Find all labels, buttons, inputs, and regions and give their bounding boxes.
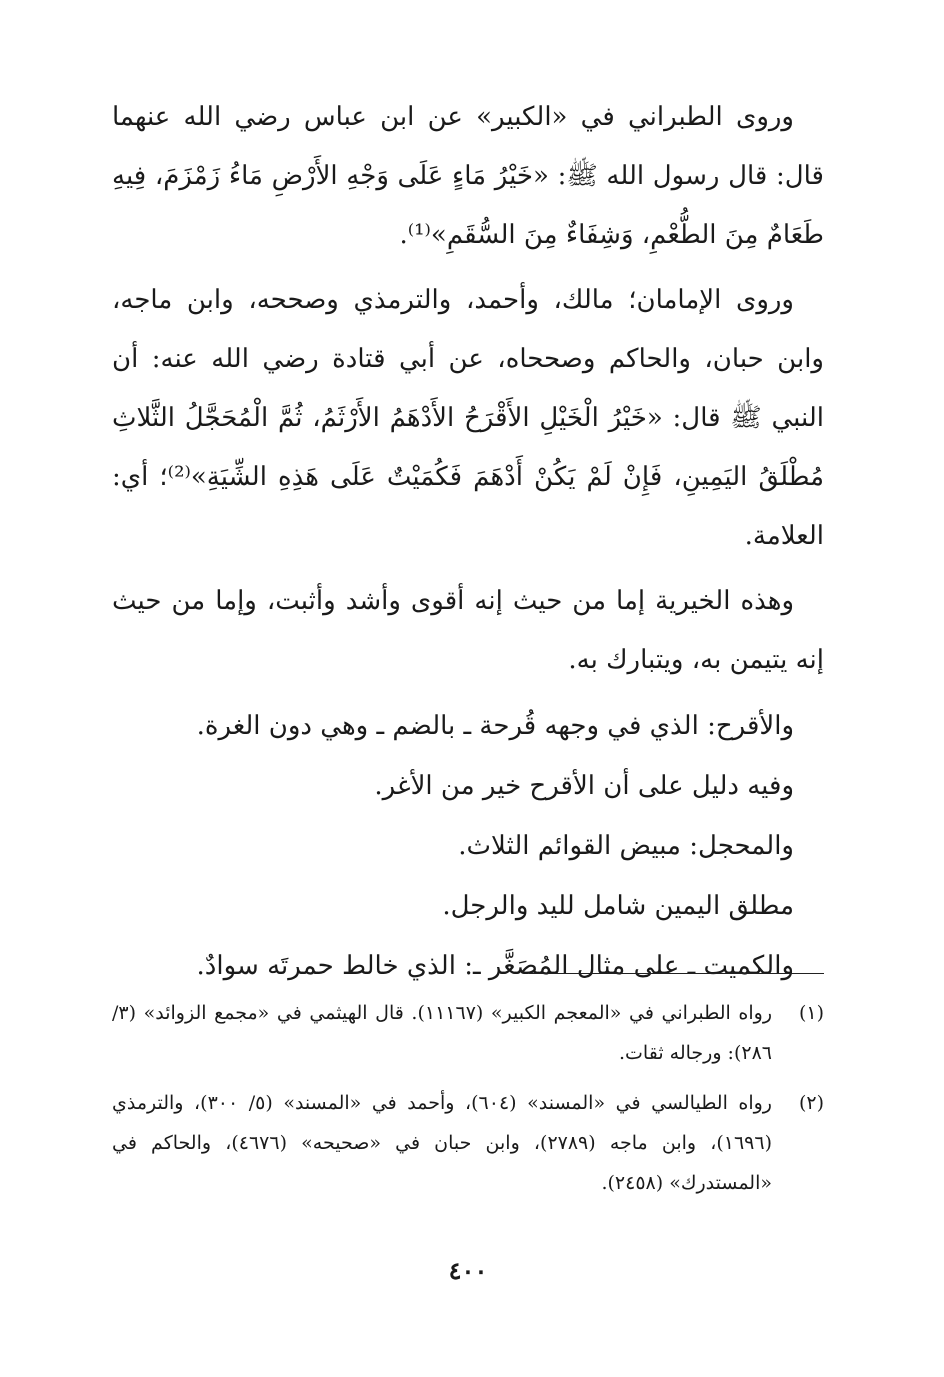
page-number: ٤٠٠	[448, 1256, 488, 1285]
paragraph-horses-hadith: وروى الإمامان؛ مالك، وأحمد، والترمذي وصححه، وابن ماجه، وابن حبان، والحاكم وصححاه، عن أبي قتادة رضي الله عنه: أن النبي ﷺ قال: «خَيْرُ الْخَيْلِ الأَقْرَحُ الأَدْهَمُ الأَرْثَمُ، ثُمَّ الْمُحَجَّلُ الثَّلاثِ مُطْلَقُ اليَمِينِ، فَإِنْ لَمْ يَكُنْ أَدْهَمَ فَكُمَيْتٌ عَلَى هَذِهِ الشِّيَةِ»⁽²⁾؛ أي: العلامة.	[112, 285, 824, 551]
line-muhajjal-definition: والمحجل: مبيض القوائم الثلاث.	[458, 831, 794, 861]
footnote-number: (٢)	[798, 1092, 824, 1114]
footnote-divider	[529, 973, 824, 974]
paragraph-zamzam-hadith: وروى الطبراني في «الكبير» عن ابن عباس رضي الله عنهما قال: قال رسول الله ﷺ: «خَيْرُ مَاءٍ عَلَى وَجْهِ الأَرْضِ مَاءُ زَمْزَمَ، فِيهِ طَعَامٌ مِنَ الطُّعْمِ، وَشِفَاءٌ مِنَ السُّقَمِ»⁽¹⁾.	[112, 102, 824, 250]
footnote-text: رواه الطيالسي في «المسند» (٦٠٤)، وأحمد في «المسند» (٥/ ٣٠٠)، والترمذي (١٦٩٦)، وابن ماجه (٢٧٨٩)، وابن حبان في «صحيحه» (٤٦٧٦)، والحاكم في «المستدرك» (٢٤٥٨).	[112, 1092, 773, 1194]
footnote-2	[112, 1083, 824, 1203]
line-aqrah-better: وفيه دليل على أن الأقرح خير من الأغر.	[374, 771, 794, 801]
footnote-1	[112, 993, 824, 1073]
footnote-text: رواه الطبراني في «المعجم الكبير» (١١١٦٧). قال الهيثمي في «مجمع الزوائد» (٣/ ٢٨٦): ورجاله ثقات.	[112, 1002, 772, 1064]
paragraph-khayriyya: وهذه الخيرية إما من حيث إنه أقوى وأشد وأثبت، وإما من حيث إنه يتيمن به، ويتبارك به.	[112, 586, 824, 675]
line-mutlaq-definition: مطلق اليمين شامل لليد والرجل.	[442, 891, 794, 921]
footnote-number: (١)	[798, 1002, 824, 1024]
line-aqrah-definition: والأقرح: الذي في وجهه قُرحة ـ بالضم ـ وهي دون الغرة.	[196, 711, 794, 741]
line-kumait-definition: والكميت ـ على مثال المُصَغَّر ـ: الذي خالط حمرتَه سوادٌ.	[196, 951, 794, 981]
footnotes-section	[112, 993, 824, 1213]
page-content	[112, 88, 824, 1337]
